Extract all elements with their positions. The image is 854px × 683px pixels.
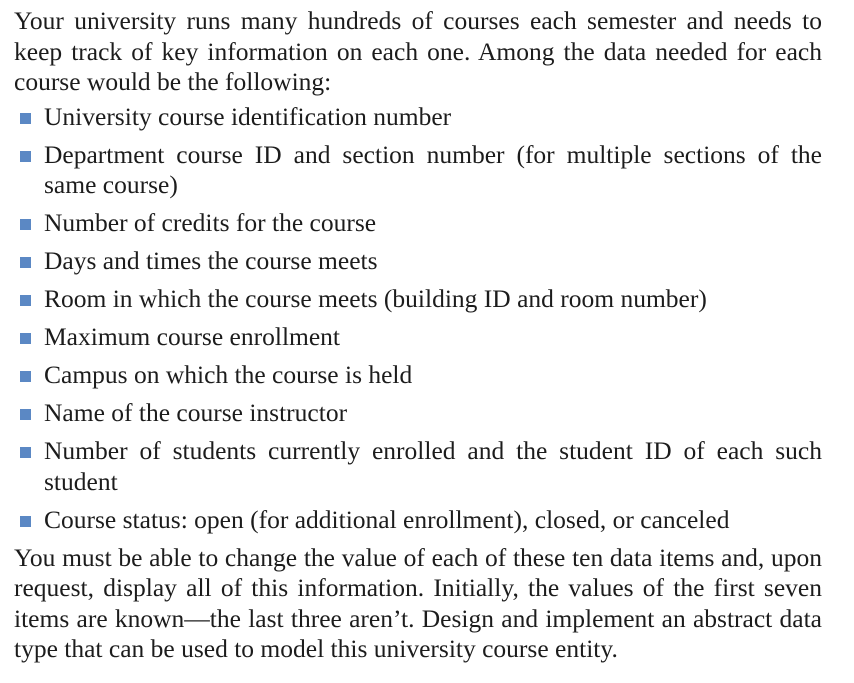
square-bullet-icon [20,516,31,527]
square-bullet-icon [20,257,31,268]
square-bullet-icon [20,295,31,306]
list-item: Number of students currently enrolled and the student ID of each such student [14,436,822,497]
list-item: Room in which the course meets (building ID and room number) [14,284,822,315]
list-item: Maximum course enrollment [14,322,822,353]
list-item: Department course ID and section number (for multiple sections of the same course) [14,140,822,201]
data-item-list [14,102,822,536]
square-bullet-icon [20,151,31,162]
list-item: Campus on which the course is held [14,360,822,391]
exercise-text [14,6,822,665]
list-item: Course status: open (for additional enrollment), closed, or canceled [14,505,822,536]
square-bullet-icon [20,409,31,420]
list-item: Name of the course instructor [14,398,822,429]
list-item: Days and times the course meets [14,246,822,277]
square-bullet-icon [20,113,31,124]
intro-paragraph: Your university runs many hundreds of courses each semester and needs to keep track of key information on each one. Among the data needed for each course would be the following: [14,6,822,96]
square-bullet-icon [20,219,31,230]
square-bullet-icon [20,371,31,382]
list-item: Number of credits for the course [14,208,822,239]
square-bullet-icon [20,333,31,344]
closing-paragraph: You must be able to change the value of each of these ten data items and, upon request, display all of this information. Initially, the values of the first seven items are known—the last three aren’t. Design and implement an abstract data type that can be used to model this university course entity. [14,542,822,663]
square-bullet-icon [20,447,31,458]
list-item: University course identification number [14,102,822,133]
